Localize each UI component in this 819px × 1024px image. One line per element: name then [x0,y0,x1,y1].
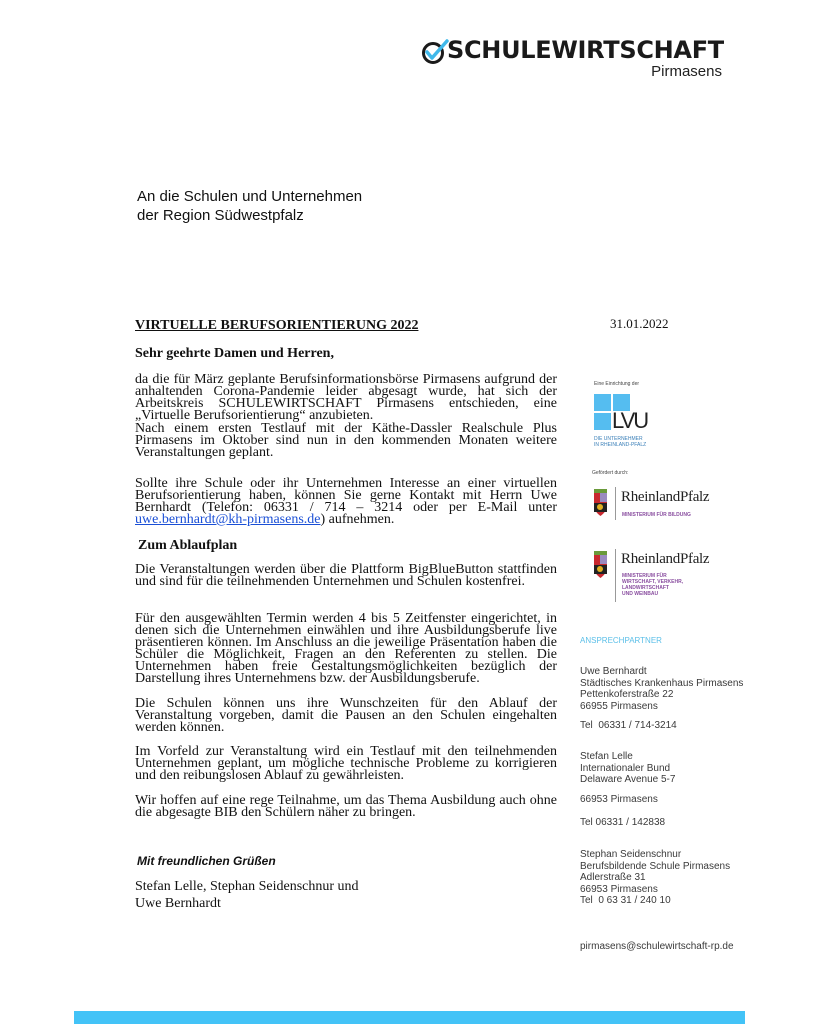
contact-uwe-bernhardt: Uwe Bernhardt Städtisches Krankenhaus Pirmasens Pettenkoferstraße 22 66955 Pirmasens [580,666,744,712]
rlp-wordmark: RheinlandPfalz [621,489,710,505]
paragraph-7: Wir hoffen auf eine rege Teilnahme, um das Thema Ausbildung auch ohne die abgesagte BIB den Schülern näher zu bringen. [135,793,557,820]
signers: Stefan Lelle, Stephan Seidenschnur und Uwe Bernhardt [135,879,359,911]
contact-uwe-tel: Tel 06331 / 714-3214 [580,720,677,731]
lvu-sub-1: DIE UNTERNEHMER [594,436,643,442]
paragraph-3: Die Veranstaltungen werden über die Plattform BigBlueButton stattfinden und sind für die teilnehmenden Unternehmen und Schulen kostenfrei. [135,562,557,589]
funded-by: Gefördert durch: [592,470,629,476]
rlp-crest-icon [592,551,609,579]
paragraph-5: Die Schulen können uns ihre Wunschzeiten für den Ablauf der Veranstaltung vorgeben, damit die Pausen an den Schulen eingehalten werden können. [135,696,557,735]
lvu-square [594,394,611,411]
lvu-text: LVU [612,408,648,433]
logo-name: SCHULEWIRTSCHAFT [447,36,724,64]
ministry-education: MINISTERIUM FÜR BILDUNG [622,512,691,518]
rlp-logo-education [592,487,712,522]
lvu-caption: Eine Einrichtung der [594,381,640,387]
lvu-logo [594,394,654,450]
footer-bar [74,1011,745,1024]
closing: Mit freundlichen Grüßen [137,854,276,868]
paragraph-2 [135,478,557,526]
divider [615,549,616,602]
contact-stefan-city: 66953 Pirmasens [580,794,658,805]
paragraph-2-text: Sollte ihre Schule oder ihr Unternehmen Interesse an einer virtuellen Berufsorientierung haben, können Sie gerne Kontakt mit Herrn Uwe Bernhardt (Telefon: 06331 / 714 – 3214 oder per E-Mail unter [135,476,557,515]
recipient-line-2: der Region Südwestpfalz [137,207,304,224]
letter-title: VIRTUELLE BERUFSORIENTIERUNG 2022 [135,318,419,333]
email-link[interactable]: uwe.bernhardt@kh-pirmasens.de [135,512,321,527]
checkmark-circle-icon [421,39,449,65]
contacts-heading: ANSPRECHPARTNER [580,636,662,645]
paragraph-6: Im Vorfeld zur Veranstaltung wird ein Testlauf mit den teilnehmenden Unternehmen geplant, um mögliche technische Probleme zu korrigieren und den reibungslosen Ablauf zu gewährleisten. [135,744,557,783]
paragraph-2-end: ) aufnehmen. [320,512,395,527]
paragraph-1: da die für März geplante Berufsinformationsbörse Pirmasens aufgrund der anhaltenden Corona-Pandemie leider abgesagt wurde, hat sich der Arbeitskreis SCHULEWIRTSCHAFT Pirmasens entschieden, eine „Virtuelle Berufsorientierung“ anzubieten. [135,372,557,423]
rlp-logo-economy [592,549,712,604]
schulewirtschaft-logo [421,36,726,84]
contact-email[interactable]: pirmasens@schulewirtschaft-rp.de [580,941,734,952]
paragraph-4: Für den ausgewählten Termin werden 4 bis 5 Zeitfenster eingerichtet, in denen sich die Unternehmen einwählen und ihre Ausbildungsberufe live präsentieren können. Im Anschluss an die jeweilige Präsentation haben die Schüler die Möglichkeit, Fragen an den Referenten zu stellen. Die Unternehmen haben freie Gestaltungsmöglichkeiten bezüglich der Darstellung ihres Unternehmens bzw. der Ausbildungsberufe. [135,611,557,686]
letter-date: 31.01.2022 [610,316,669,331]
rlp-wordmark: RheinlandPfalz [621,551,710,567]
recipient-line-1: An die Schulen und Unternehmen [137,188,363,205]
logo-subtitle: Pirmasens [651,63,722,80]
salutation: Sehr geehrte Damen und Herren, [135,346,334,361]
lvu-sub-2: IN RHEINLAND-PFALZ [594,442,647,448]
divider [615,487,616,520]
contact-stefan-tel: Tel 06331 / 142838 [580,817,666,828]
contact-stephan-seidenschnur: Stephan Seidenschnur Berufsbildende Schule Pirmasens Adlerstraße 31 66953 Pirmasens Tel 0 63 31 / 240 10 [580,849,731,906]
lvu-square [594,413,611,430]
section-heading: Zum Ablaufplan [138,538,238,553]
rlp-crest-icon [592,489,609,517]
paragraph-1b: Nach einem ersten Testlauf mit der Käthe-Dassler Realschule Plus Pirmasens im Oktober sind nun in den kommenden Monaten weitere Veranstaltungen geplant. [135,421,557,460]
ministry-economy: MINISTERIUM FÜR WIRTSCHAFT, VERKEHR, LANDWIRTSCHAFT UND WEINBAU [622,573,684,597]
contact-stefan-lelle: Stefan Lelle Internationaler Bund Delaware Avenue 5-7 [580,751,676,785]
